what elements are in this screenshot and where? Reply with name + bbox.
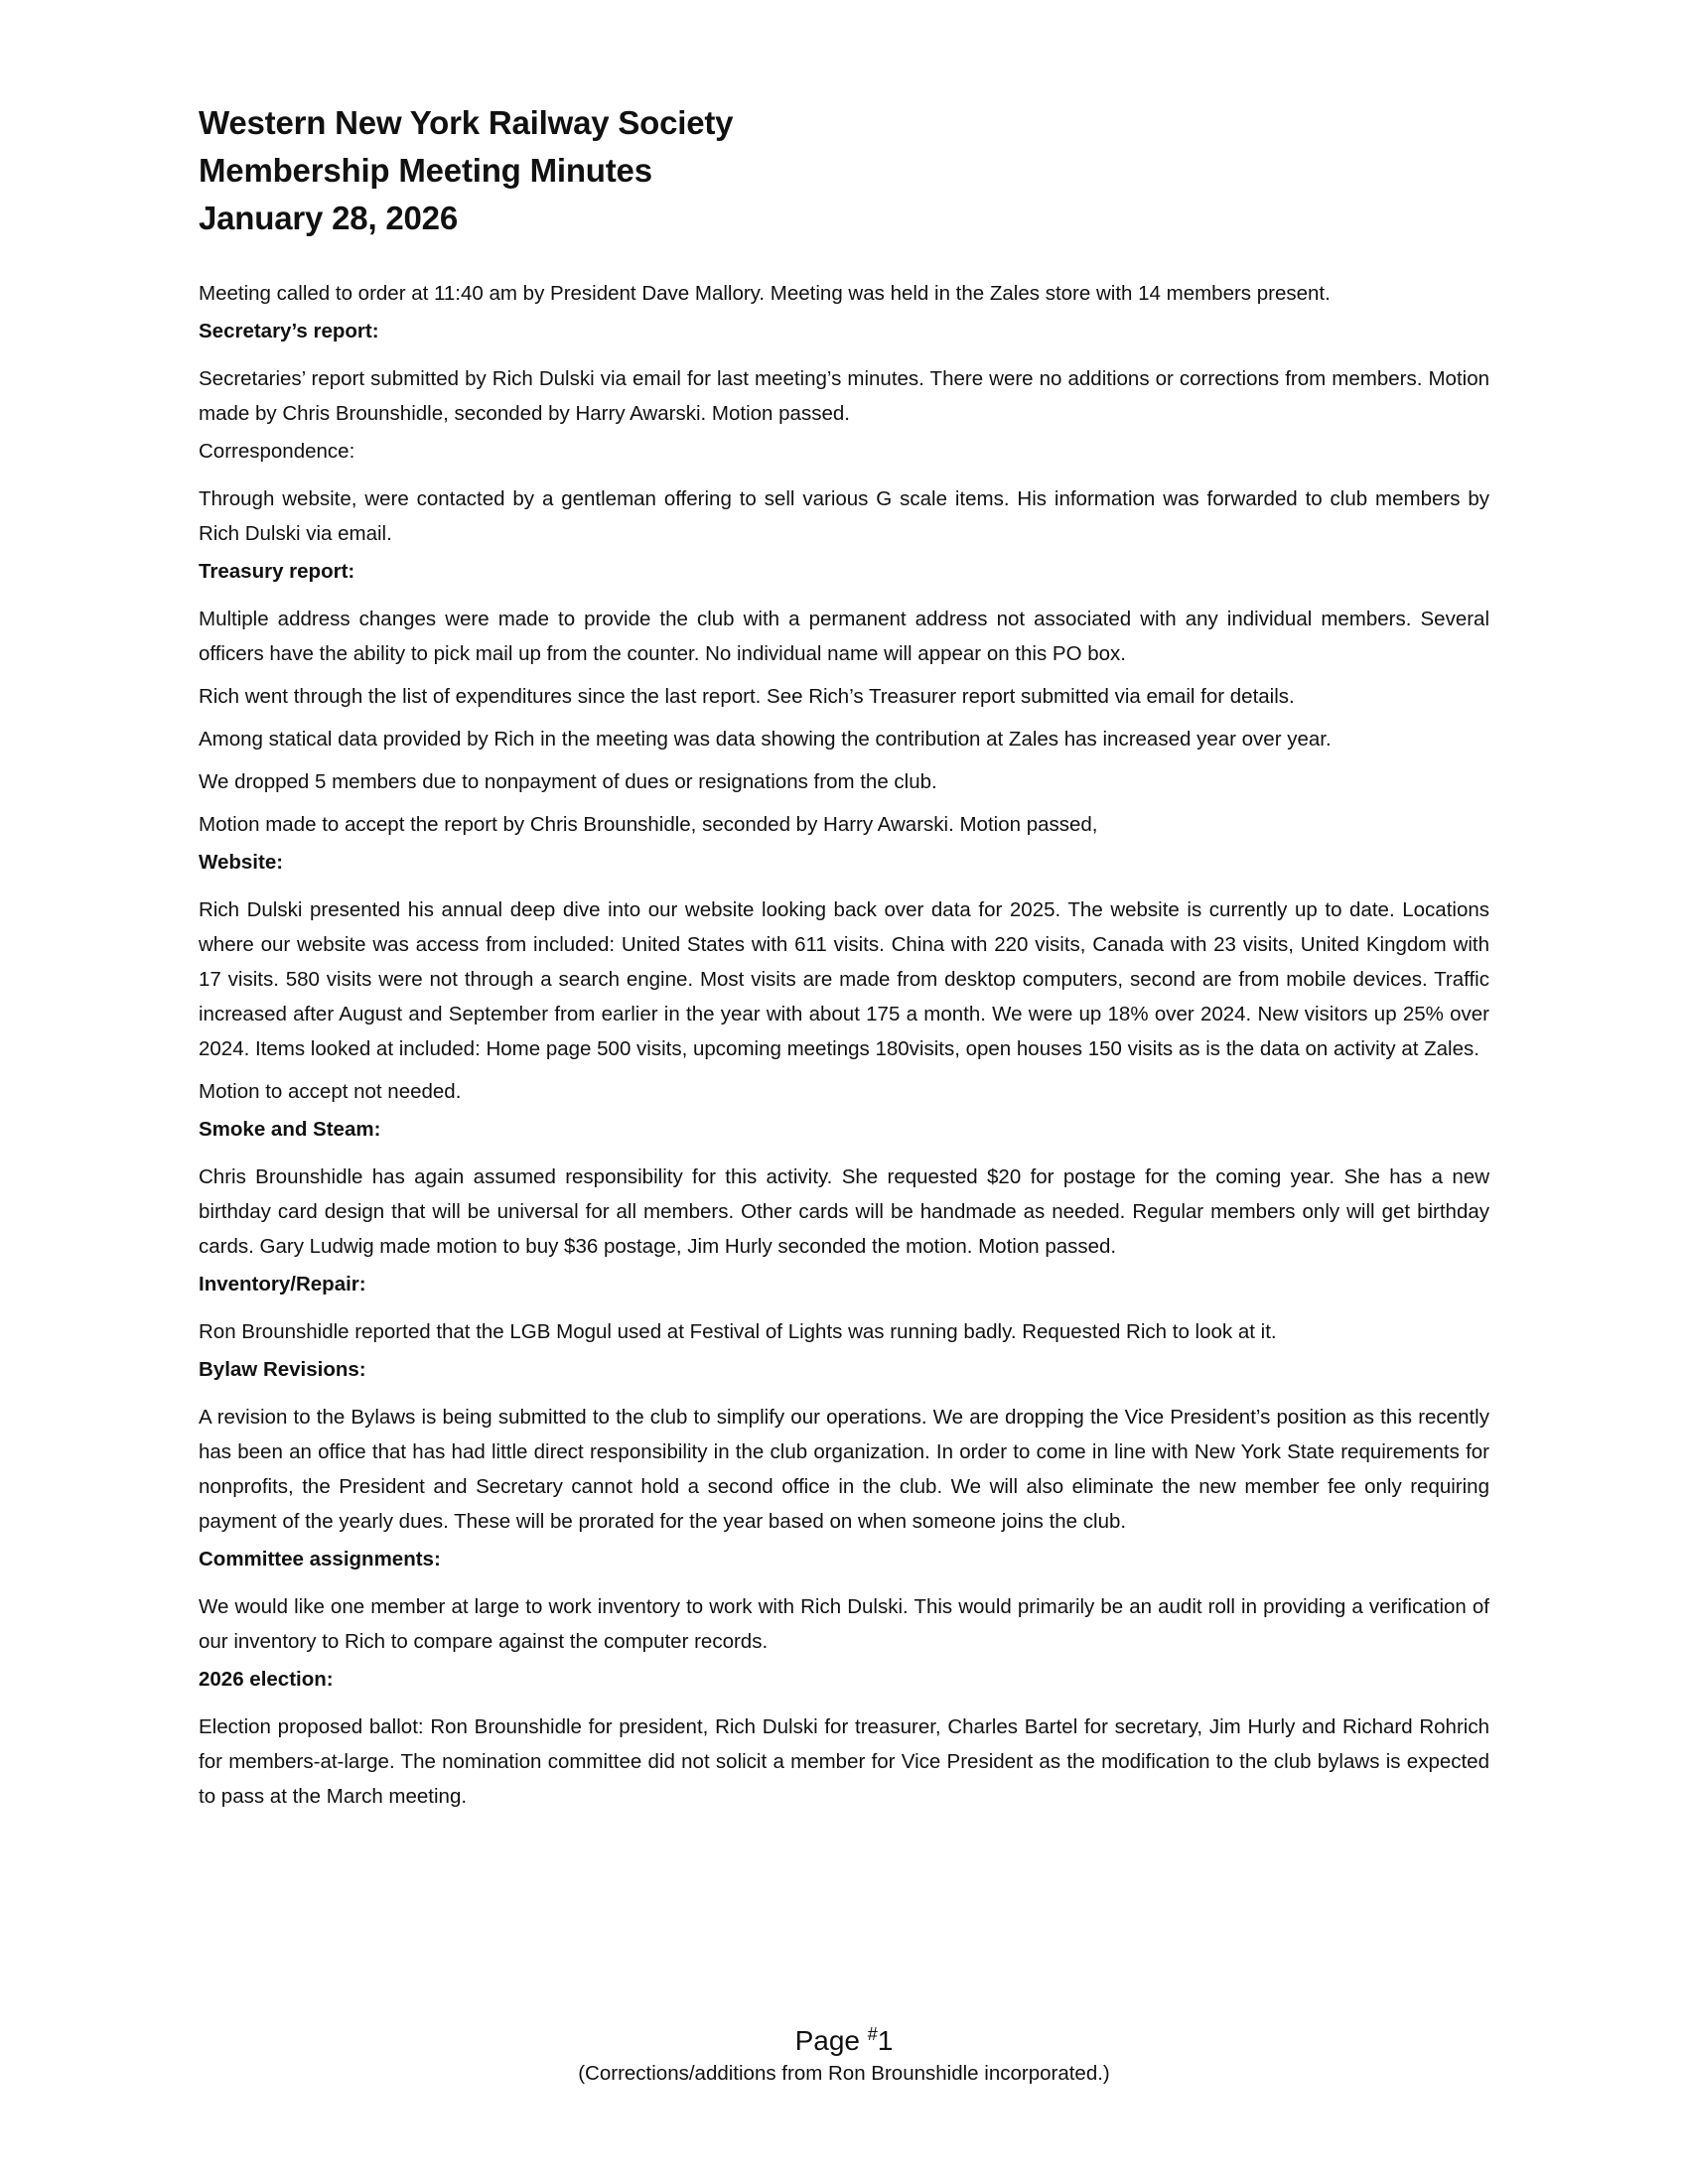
section-label: Correspondence: xyxy=(199,440,355,463)
section-heading: Secretary’s report: xyxy=(199,320,379,342)
paragraph: Chris Brounshidle has again assumed responsibility for this activity. She requested $20 for postage for the coming year. She has a new birthday card design that will be universal for all members. Other cards will be handmade as needed. Regular members only will get birthday cards. Gary Ludwig made motion to buy $36 postage, Jim Hurly seconded the motion. Motion passed. xyxy=(199,1165,1489,1258)
paragraph: We would like one member at large to work inventory to work with Rich Dulski. This would primarily be an audit roll in providing a verification of our inventory to Rich to compare against the computer records. xyxy=(199,1595,1489,1653)
paragraph: Among statical data provided by Rich in the meeting was data showing the contribution at Zales has increased year over year. xyxy=(199,728,1332,751)
page-label: Page xyxy=(794,2025,868,2056)
paragraph: Secretaries’ report submitted by Rich Dulski via email for last meeting’s minutes. There were no additions or corrections from members. Motion made by Chris Brounshidle, seconded by Harry Awarski. Motion passed. xyxy=(199,367,1489,425)
title-document-type: Membership Meeting Minutes xyxy=(199,152,652,189)
document-page xyxy=(199,99,1489,1822)
page-number xyxy=(0,2015,1688,2060)
paragraph: We dropped 5 members due to nonpayment of dues or resignations from the club. xyxy=(199,770,937,793)
section-heading: Website: xyxy=(199,851,284,874)
section-heading: 2026 election: xyxy=(199,1668,334,1691)
paragraph: A revision to the Bylaws is being submitted to the club to simplify our operations. We are dropping the Vice President’s position as this recently has been an office that has had little direct responsibility in the club organization. In order to come in line with New York State requirements for nonprofits, the President and Secretary cannot hold a second office in the club. We will also eliminate the new member fee only requiring payment of the yearly dues. These will be prorated for the year based on when someone joins the club. xyxy=(199,1406,1489,1533)
minutes-body xyxy=(199,276,1489,1814)
title-date: January 28, 2026 xyxy=(199,200,458,236)
paragraph: Rich Dulski presented his annual deep dive into our website looking back over data for 2025. The website is currently up to date. Locations where our website was access from included: United States with 611 visits. China with 220 visits, Canada with 23 visits, United Kingdom with 17 visits. 580 visits were not through a search engine. Most visits are made from desktop computers, second are from mobile devices. Traffic increased after August and September from earlier in the year with about 175 a month. We were up 18% over 2024. New visitors up 25% over 2024. Items looked at included: Home page 500 visits, upcoming meetings 180visits, open houses 150 visits as is the data on activity at Zales. xyxy=(199,898,1489,1060)
title-organization: Western New York Railway Society xyxy=(199,104,734,141)
section-heading: Committee assignments: xyxy=(199,1548,441,1570)
paragraph: Through website, were contacted by a gentleman offering to sell various G scale items. His information was forwarded to club members by Rich Dulski via email. xyxy=(199,487,1489,545)
section-heading: Bylaw Revisions: xyxy=(199,1358,366,1381)
section-heading: Inventory/Repair: xyxy=(199,1273,366,1296)
paragraph: Ron Brounshidle reported that the LGB Mogul used at Festival of Lights was running badly. Requested Rich to look at it. xyxy=(199,1320,1277,1343)
footer-note: (Corrections/additions from Ron Brounshidle incorporated.) xyxy=(578,2062,1110,2085)
document-title xyxy=(199,99,1489,242)
paragraph: Rich went through the list of expenditures since the last report. See Rich’s Treasurer report submitted via email for details. xyxy=(199,685,1295,708)
paragraph: Motion to accept not needed. xyxy=(199,1080,462,1103)
paragraph: Multiple address changes were made to provide the club with a permanent address not associated with any individual members. Several officers have the ability to pick mail up from the counter. No individual name will appear on this PO box. xyxy=(199,608,1489,665)
paragraph: Meeting called to order at 11:40 am by President Dave Mallory. Meeting was held in the Zales store with 14 members present. xyxy=(199,282,1331,305)
section-heading: Smoke and Steam: xyxy=(199,1118,381,1141)
paragraph: Motion made to accept the report by Chris Brounshidle, seconded by Harry Awarski. Motion passed, xyxy=(199,813,1098,836)
section-heading: Treasury report: xyxy=(199,560,355,583)
page-footer xyxy=(0,2015,1688,2088)
page-number-value: 1 xyxy=(877,2025,894,2056)
paragraph: Election proposed ballot: Ron Brounshidle for president, Rich Dulski for treasurer, Charles Bartel for secretary, Jim Hurly and Richard Rohrich for members-at-large. The nomination committee did not solicit a member for Vice President as the modification to the club bylaws is expected to pass at the March meeting. xyxy=(199,1715,1489,1808)
page-mark: # xyxy=(867,2024,878,2044)
